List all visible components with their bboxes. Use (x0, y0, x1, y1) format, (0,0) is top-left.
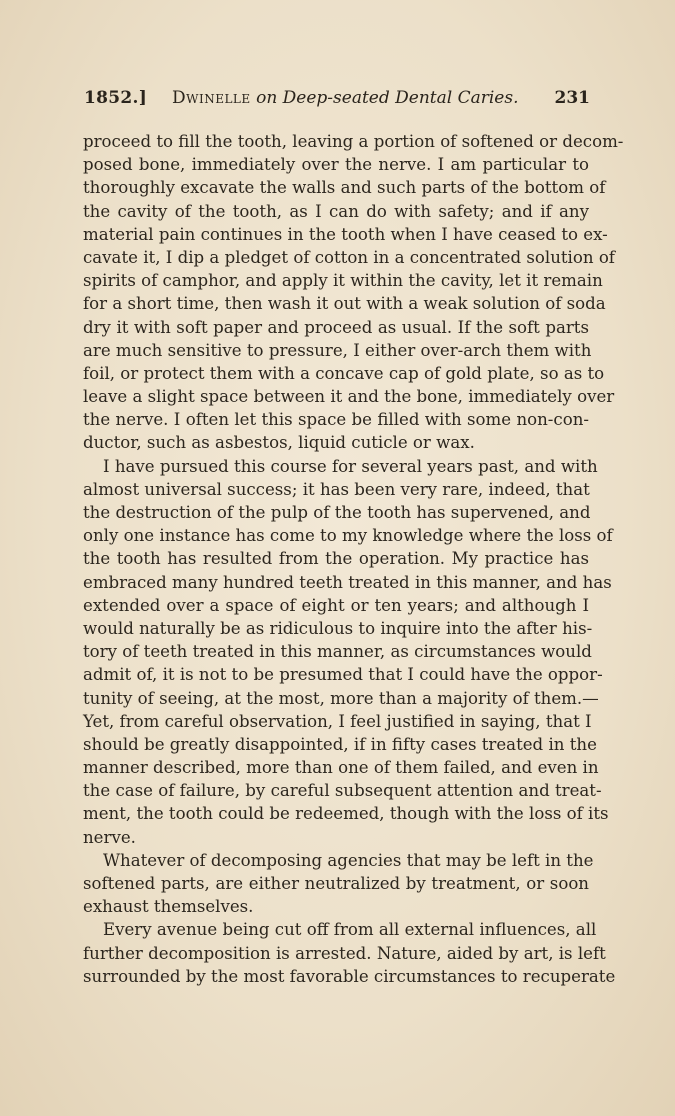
text-line: extended over a space of eight or ten years; and although I (83, 595, 589, 615)
header-year: 1852.] (84, 88, 148, 108)
text-line: are much sensitive to pressure, I either over-arch them with (83, 340, 592, 360)
text-line: would naturally be as ridiculous to inquire into the after his- (83, 618, 593, 638)
text-line: manner described, more than one of them failed, and even in (83, 758, 599, 778)
text-line: should be greatly disappointed, if in fifty cases treated in the (83, 734, 597, 754)
text-line: ment, the tooth could be redeemed, though with the loss of its (83, 804, 609, 824)
body-text (83, 130, 624, 988)
header-author: Dwinelle (172, 88, 251, 108)
text-line: thoroughly excavate the walls and such parts of the bottom of (83, 178, 606, 198)
text-line: the tooth has resulted from the operation. My practice has (83, 549, 589, 569)
text-line: for a short time, then wash it out with a weak solution of soda (83, 294, 606, 314)
text-line: the destruction of the pulp of the tooth has supervened, and (83, 503, 591, 522)
text-line: leave a slight space between it and the bone, immediately over (83, 387, 615, 407)
text-line: Yet, from careful observation, I feel justified in saying, that I (83, 711, 592, 731)
text-line: the cavity of the tooth, as I can do with safety; and if any (83, 201, 589, 221)
text-line: tory of teeth treated in this manner, as circumstances would (83, 642, 592, 662)
text-line: nerve. (83, 827, 136, 847)
text-line: tunity of seeing, at the most, more than a majority of them.— (83, 688, 599, 708)
text-line: Whatever of decomposing agencies that may be left in the (103, 850, 594, 870)
text-line: ductor, such as asbestos, liquid cuticle or wax. (83, 433, 475, 453)
text-line: posed bone, immediately over the nerve. I am particular to (83, 155, 589, 175)
running-header (84, 88, 590, 118)
text-line: exhaust themselves. (83, 897, 254, 917)
text-line: almost universal success; it has been very rare, indeed, that (83, 479, 590, 499)
text-line: material pain continues in the tooth when I have ceased to ex- (83, 224, 608, 244)
text-line: I have pursued this course for several years past, and with (103, 456, 598, 476)
text-line: Every avenue being cut off from all external influences, all (103, 920, 597, 940)
text-line: dry it with soft paper and proceed as usual. If the soft parts (83, 317, 589, 337)
text-line: only one instance has come to my knowledge where the loss of (83, 526, 613, 546)
text-line: the case of failure, by careful subsequent attention and treat- (83, 781, 602, 801)
text-line: proceed to fill the tooth, leaving a portion of softened or decom- (83, 132, 624, 151)
text-line: softened parts, are either neutralized by treatment, or soon (83, 874, 589, 893)
text-line: embraced many hundred teeth treated in this manner, and has (83, 572, 612, 592)
header-title: on Deep-seated Dental Caries. (256, 88, 519, 108)
text-line: further decomposition is arrested. Nature, aided by art, is left (83, 943, 606, 963)
text-line: the nerve. I often let this space be filled with some non-con- (83, 410, 589, 430)
header-title-block (172, 88, 518, 108)
text-line: foil, or protect them with a concave cap of gold plate, so as to (83, 363, 605, 383)
text-line: surrounded by the most favorable circumstances to recuperate (83, 966, 616, 986)
text-line: admit of, it is not to be presumed that I could have the oppor- (83, 665, 603, 685)
text-line: cavate it, I dip a pledget of cotton in a concentrated solution of (83, 247, 615, 267)
page-number: 231 (554, 88, 590, 108)
text-line: spirits of camphor, and apply it within the cavity, let it remain (83, 271, 603, 291)
